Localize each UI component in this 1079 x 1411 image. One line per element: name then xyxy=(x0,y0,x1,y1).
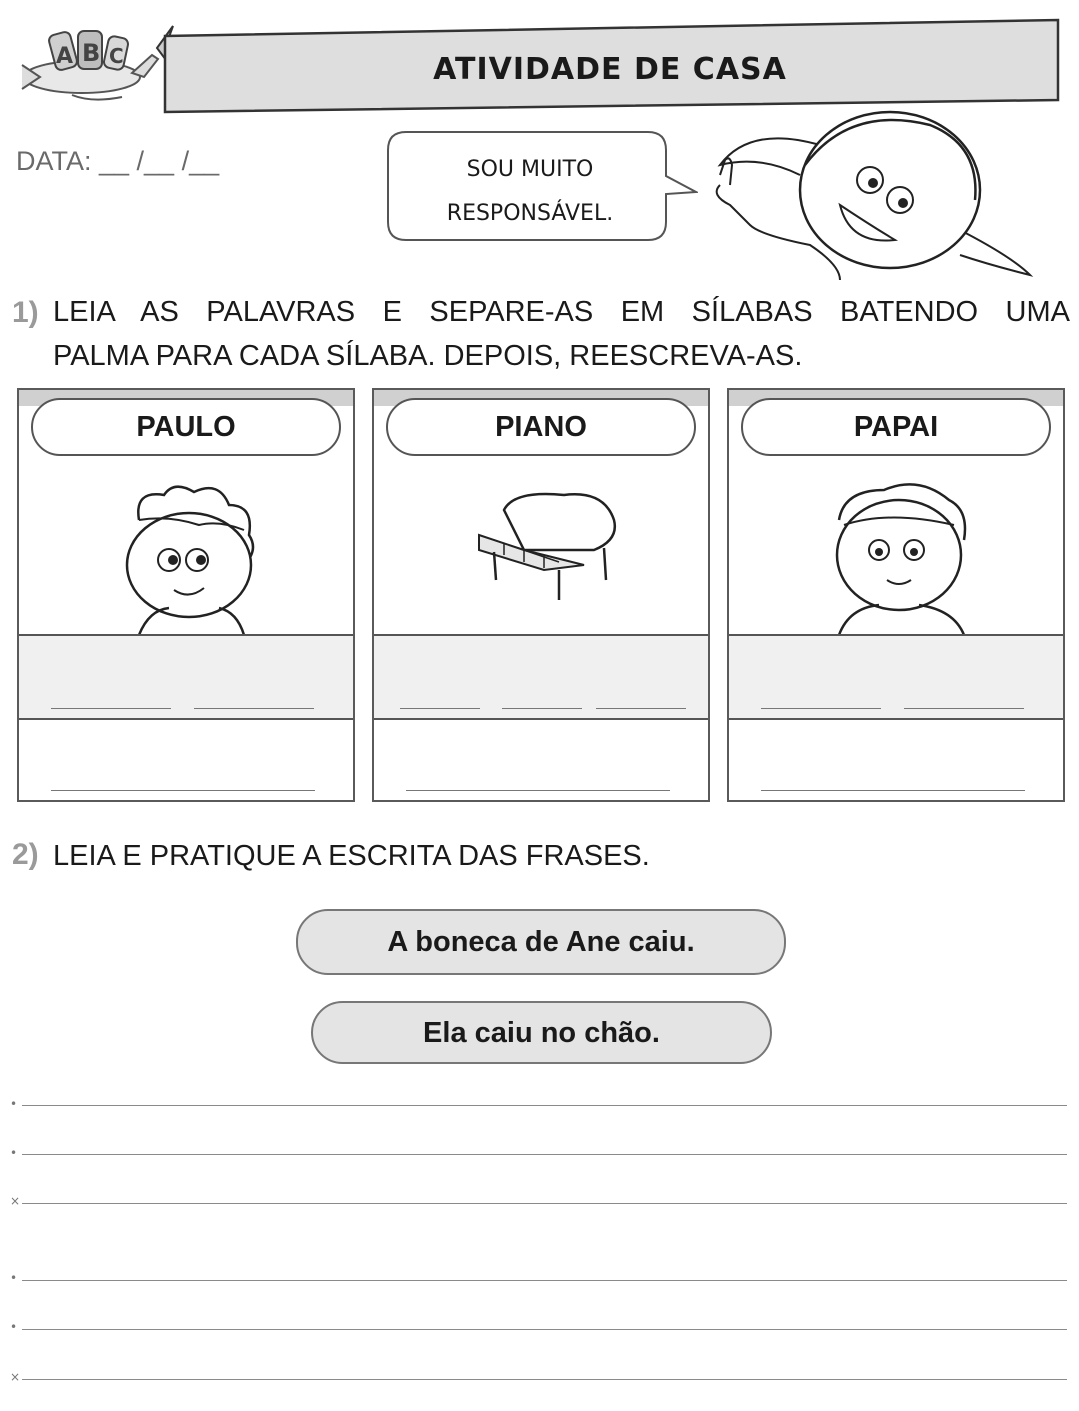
sentence-1: A boneca de Ane caiu. xyxy=(296,909,786,975)
page-title: ATIVIDADE DE CASA xyxy=(433,52,787,87)
svg-text:A: A xyxy=(56,44,74,69)
svg-text:B: B xyxy=(82,39,101,67)
card-word-label: PIANO xyxy=(386,398,696,456)
word-card-piano xyxy=(372,388,710,802)
line-x-icon: × xyxy=(10,1370,21,1384)
syllable-area xyxy=(19,636,353,718)
card-word-label: PAPAI xyxy=(741,398,1051,456)
question-2-number: 2) xyxy=(12,838,39,871)
syllable-area xyxy=(374,636,708,718)
rewrite-blank[interactable] xyxy=(761,790,1025,791)
syllable-blank[interactable] xyxy=(761,708,881,709)
father-illustration xyxy=(789,480,1009,635)
line-bullet-icon: • xyxy=(10,1320,18,1334)
syllable-area xyxy=(729,636,1063,718)
boy-illustration xyxy=(79,480,299,635)
syllable-blank[interactable] xyxy=(502,708,582,709)
writing-line[interactable] xyxy=(22,1203,1067,1204)
question-1-text-line-2: PALMA PARA CADA SÍLABA. DEPOIS, REESCREVA-AS. xyxy=(53,340,803,372)
abc-airplane-logo xyxy=(12,25,162,105)
question-1-text-line-1: LEIA AS PALAVRAS E SEPARE-AS EM SÍLABAS BATENDO UMA xyxy=(53,296,1070,328)
bubble-line-1: SOU MUITO xyxy=(466,157,594,182)
writing-line[interactable] xyxy=(22,1105,1067,1106)
card-divider xyxy=(729,718,1063,720)
writing-line[interactable] xyxy=(22,1280,1067,1281)
bubble-line-2: RESPONSÁVEL. xyxy=(446,201,614,226)
writing-line[interactable] xyxy=(22,1329,1067,1330)
line-bullet-icon: • xyxy=(10,1271,18,1285)
date-field-label: DATA: __ /__ /__ xyxy=(16,146,220,176)
writing-line[interactable] xyxy=(22,1379,1067,1380)
svg-text:C: C xyxy=(109,44,124,68)
line-x-icon: × xyxy=(10,1194,21,1208)
piano-illustration xyxy=(434,480,654,635)
syllable-blank[interactable] xyxy=(904,708,1024,709)
word-card-paulo xyxy=(17,388,355,802)
card-word-label: PAULO xyxy=(31,398,341,456)
girl-character-illustration xyxy=(690,105,1050,295)
question-2-text: LEIA E PRATIQUE A ESCRITA DAS FRASES. xyxy=(53,840,650,872)
syllable-blank[interactable] xyxy=(194,708,314,709)
line-bullet-icon: • xyxy=(10,1097,18,1111)
writing-line[interactable] xyxy=(22,1154,1067,1155)
speech-bubble-text xyxy=(400,148,660,236)
card-divider xyxy=(374,718,708,720)
syllable-blank[interactable] xyxy=(400,708,480,709)
sentence-2: Ela caiu no chão. xyxy=(311,1001,772,1064)
rewrite-blank[interactable] xyxy=(51,790,315,791)
card-divider xyxy=(19,718,353,720)
syllable-blank[interactable] xyxy=(51,708,171,709)
word-card-papai xyxy=(727,388,1065,802)
syllable-blank[interactable] xyxy=(596,708,686,709)
line-bullet-icon: • xyxy=(10,1146,18,1160)
rewrite-blank[interactable] xyxy=(406,790,670,791)
question-1-number: 1) xyxy=(12,296,39,329)
